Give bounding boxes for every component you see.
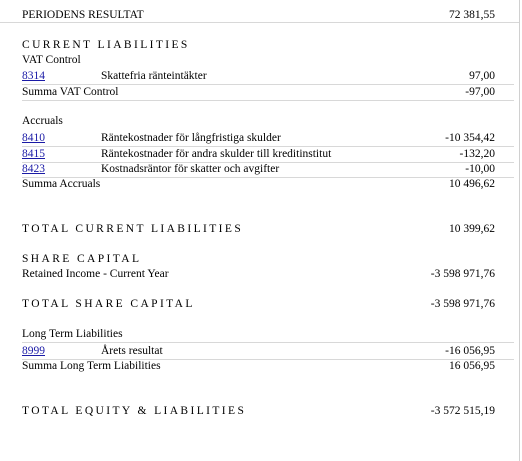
accruals-title (22, 114, 514, 129)
total-current-liabilities-label: TOTAL CURRENT LIABILITIES (22, 223, 244, 235)
total-equity-liabilities-row (22, 404, 514, 419)
total-share-capital-amount: -3 598 971,76 (430, 298, 495, 310)
account-amount: -132,20 (459, 148, 495, 160)
sum-amount: 10 496,62 (449, 178, 495, 190)
vat-control-title-text: VAT Control (22, 54, 81, 66)
account-amount: -10,00 (465, 163, 495, 175)
accruals-title-text: Accruals (22, 115, 63, 127)
divider (0, 22, 519, 23)
total-equity-liabilities-label: TOTAL EQUITY & LIABILITIES (22, 405, 247, 417)
retained-income-row (22, 267, 514, 282)
current-liabilities-heading (22, 38, 514, 53)
account-link-8423[interactable]: 8423 (22, 163, 45, 175)
vat-control-title (22, 53, 514, 68)
table-row (22, 131, 514, 147)
account-description: Räntekostnader för andra skulder till kreditinstitut (101, 148, 332, 160)
share-capital-heading (22, 252, 514, 267)
current-liabilities-heading-text: CURRENT LIABILITIES (22, 39, 190, 51)
sum-label: Summa VAT Control (22, 86, 119, 98)
periodens-resultat-amount: 72 381,55 (449, 9, 495, 21)
retained-income-amount: -3 598 971,76 (430, 268, 495, 280)
account-description: Skattefria ränteintäkter (101, 70, 207, 82)
sum-label: Summa Long Term Liabilities (22, 360, 161, 372)
total-current-liabilities-amount: 10 399,62 (449, 223, 495, 235)
retained-income-label: Retained Income - Current Year (22, 268, 169, 280)
sum-amount: -97,00 (465, 86, 495, 98)
account-link-8999[interactable]: 8999 (22, 345, 45, 357)
table-row (22, 69, 514, 85)
share-capital-heading-text: SHARE CAPITAL (22, 253, 142, 265)
account-amount: -10 354,42 (445, 132, 495, 144)
sum-amount: 16 056,95 (449, 360, 495, 372)
table-row (22, 162, 514, 178)
account-link-8410[interactable]: 8410 (22, 132, 45, 144)
account-description: Årets resultat (101, 345, 163, 357)
long-term-liabilities-title-text: Long Term Liabilities (22, 328, 123, 340)
account-description: Räntekostnader för långfristiga skulder (101, 132, 281, 144)
periodens-resultat-label: PERIODENS RESULTAT (22, 9, 144, 21)
total-equity-liabilities-amount: -3 572 515,19 (430, 405, 495, 417)
periodens-resultat-row (22, 8, 514, 23)
account-amount: -16 056,95 (445, 345, 495, 357)
total-share-capital-label: TOTAL SHARE CAPITAL (22, 298, 195, 310)
account-amount: 97,00 (469, 70, 495, 82)
long-term-liabilities-title (22, 327, 514, 343)
account-link-8415[interactable]: 8415 (22, 148, 45, 160)
total-current-liabilities-row (22, 222, 514, 237)
account-link-8314[interactable]: 8314 (22, 70, 45, 82)
table-row (22, 147, 514, 163)
total-share-capital-row (22, 297, 514, 312)
table-row (22, 344, 514, 360)
sum-label: Summa Accruals (22, 178, 101, 190)
vat-control-sum-row (22, 85, 514, 101)
accruals-sum-row (22, 177, 514, 192)
account-description: Kostnadsräntor för skatter och avgifter (101, 163, 280, 175)
long-term-sum-row (22, 359, 514, 374)
